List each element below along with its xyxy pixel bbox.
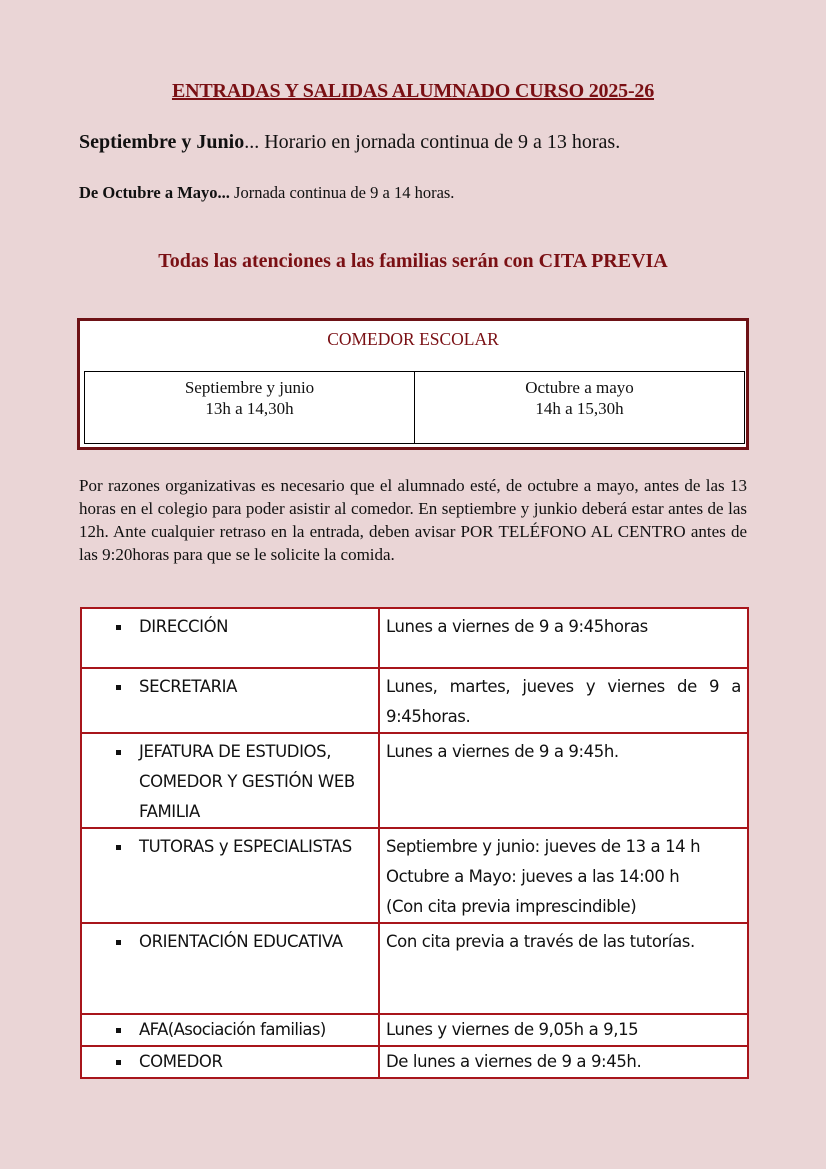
comedor-period: Septiembre y junio (184, 378, 315, 397)
comedor-period: Octubre a mayo (525, 378, 634, 397)
schedule-line: Octubre a Mayo: jueves a las 14:00 h (386, 867, 680, 886)
department-cell (81, 668, 379, 733)
schedule-cell (379, 1046, 748, 1078)
table-row (81, 733, 748, 828)
department-name: COMEDOR (139, 1052, 223, 1071)
schedule-sept-june-label: Septiembre y Junio (79, 131, 245, 153)
table-row (81, 668, 748, 733)
schedule-cell (379, 828, 748, 923)
table-row (81, 828, 748, 923)
schedule-line: Septiembre y junio: jueves de 13 a 14 h (386, 837, 701, 856)
department-name: SECRETARIA (139, 677, 238, 696)
cita-previa-notice: Todas las atenciones a las familias serán con CITA PREVIA (158, 250, 668, 272)
schedule-line: De lunes a viernes de 9 a 9:45h. (386, 1052, 642, 1071)
schedule-cell (379, 608, 748, 668)
bullet-icon (116, 845, 121, 850)
comedor-hours: 13h a 14,30h (205, 399, 294, 418)
comedor-cell-oct-may (414, 372, 744, 443)
department-cell (81, 608, 379, 668)
schedule-cell (379, 733, 748, 828)
schedule-line: Lunes a viernes de 9 a 9:45horas (386, 617, 648, 636)
comedor-title: COMEDOR ESCOLAR (327, 329, 499, 349)
comedor-notice-paragraph: Por razones organizativas es necesario que el alumnado esté, de octubre a mayo, antes de las 13 horas en el colegio para poder asistir al comedor. En septiembre y junkio deberá estar antes de las 12h. Ante cualquier retraso en la entrada, deben avisar POR TELÉFONO AL CENTRO antes de las 9:20horas para que se le solicite la comida. (79, 476, 747, 564)
schedule-sept-june-text: ... Horario en jornada continua de 9 a 13 horas. (244, 131, 621, 153)
page-title: ENTRADAS Y SALIDAS ALUMNADO CURSO 2025-26 (171, 80, 655, 102)
schedule-line: (Con cita previa imprescindible) (386, 897, 637, 916)
bullet-icon (116, 685, 121, 690)
department-cell (81, 1014, 379, 1046)
schedule-line: Con cita previa a través de las tutorías. (386, 932, 695, 951)
comedor-table (77, 318, 749, 450)
comedor-hours: 14h a 15,30h (535, 399, 624, 418)
schedule-line: Lunes a viernes de 9 a 9:45h. (386, 742, 619, 761)
attention-hours-table (80, 607, 749, 1079)
schedule-oct-may (79, 183, 454, 203)
department-name: AFA(Asociación familias) (139, 1020, 326, 1039)
department-cell (81, 923, 379, 1014)
bullet-icon (116, 940, 121, 945)
schedule-line: Lunes y viernes de 9,05h a 9,15 (386, 1020, 639, 1039)
bullet-icon (116, 750, 121, 755)
schedule-oct-may-text: Jornada continua de 9 a 14 horas. (229, 183, 455, 202)
table-row (81, 923, 748, 1014)
table-row (81, 1046, 748, 1078)
table-row (81, 1014, 748, 1046)
department-cell (81, 733, 379, 828)
schedule-cell (379, 668, 748, 733)
department-cell (81, 1046, 379, 1078)
department-name: JEFATURA DE ESTUDIOS, COMEDOR Y GESTIÓN WEB FAMILIA (139, 742, 355, 821)
department-cell (81, 828, 379, 923)
schedule-cell (379, 1014, 748, 1046)
schedule-oct-may-label: De Octubre a Mayo... (79, 183, 230, 202)
department-name: DIRECCIÓN (139, 617, 229, 636)
bullet-icon (116, 1060, 121, 1065)
comedor-grid (84, 371, 745, 444)
department-name: ORIENTACIÓN EDUCATIVA (139, 932, 343, 951)
bullet-icon (116, 625, 121, 630)
schedule-line: Lunes, martes, jueves y viernes de 9 a 9:45horas. (386, 677, 741, 726)
bullet-icon (116, 1028, 121, 1033)
schedule-sept-june (79, 131, 620, 154)
department-name: TUTORAS y ESPECIALISTAS (139, 837, 352, 856)
schedule-cell (379, 923, 748, 1014)
comedor-cell-sept-june (85, 372, 414, 443)
table-row (81, 608, 748, 668)
